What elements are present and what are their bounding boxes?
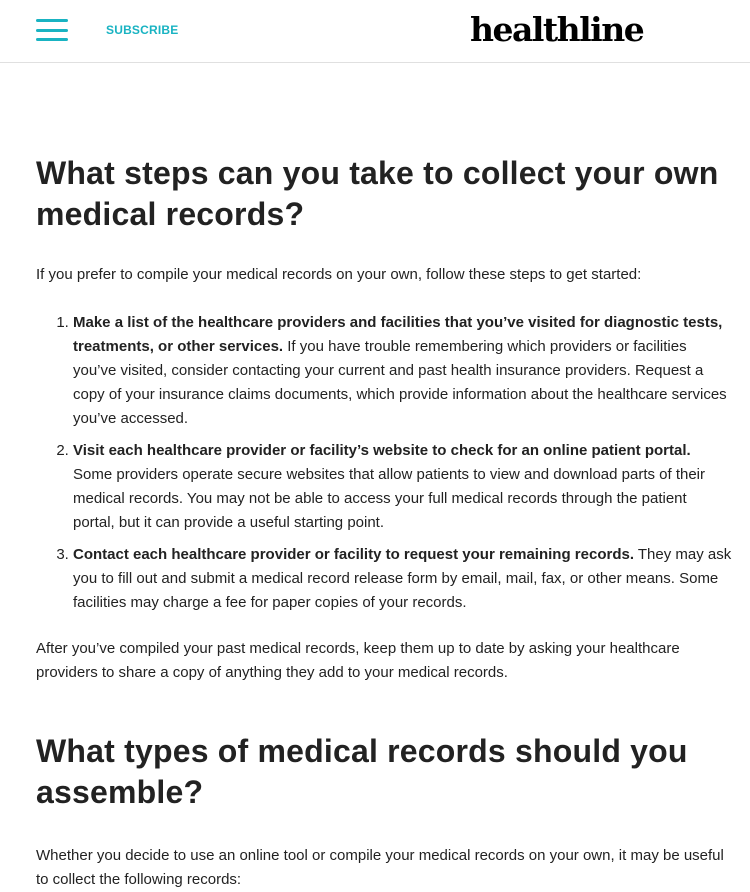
subscribe-link[interactable]: SUBSCRIBE bbox=[106, 23, 179, 37]
step-title: Visit each healthcare provider or facility’s website to check for an online patient portal. bbox=[73, 442, 691, 459]
list-item bbox=[73, 311, 732, 431]
step-text: If you have trouble remembering which providers or facilities you’ve visited, consider contacting your current and past health insurance providers. Request a copy of your insurance claims documents, which provide information about the healthcare services you’ve accessed. bbox=[73, 338, 727, 427]
step-text: They may ask you to fill out and submit a medical record release form by email, mail, fax, or other means. Some facilities may charge a fee for paper copies of your records. bbox=[73, 546, 732, 611]
site-header bbox=[0, 0, 750, 63]
list-item bbox=[73, 543, 732, 615]
intro-paragraph: If you prefer to compile your medical records on your own, follow these steps to get started: bbox=[36, 266, 642, 283]
steps-list bbox=[36, 311, 732, 615]
healthline-logo[interactable]: healthline bbox=[470, 10, 644, 49]
step-title: Contact each healthcare provider or facility to request your remaining records. bbox=[73, 546, 634, 563]
section-heading: What types of medical records should you assemble? bbox=[36, 733, 688, 810]
list-item bbox=[73, 439, 732, 535]
outro-paragraph: After you’ve compiled your past medical records, keep them up to date by asking your healthcare providers to share a copy of anything they add to your medical records. bbox=[36, 640, 680, 681]
step-text: Some providers operate secure websites that allow patients to view and download parts of their medical records. You may not be able to access your full medical records through the patient portal, but it can provide a useful starting point. bbox=[73, 466, 706, 531]
article-body bbox=[0, 63, 750, 892]
section-heading: What steps can you take to collect your own medical records? bbox=[36, 155, 719, 232]
hamburger-menu-icon[interactable] bbox=[36, 19, 68, 41]
intro-paragraph: Whether you decide to use an online tool or compile your medical records on your own, it may be useful to collect the following records: bbox=[36, 847, 724, 888]
step-title: Make a list of the healthcare providers and facilities that you’ve visited for diagnostic tests, treatments, or other services. bbox=[73, 314, 723, 355]
